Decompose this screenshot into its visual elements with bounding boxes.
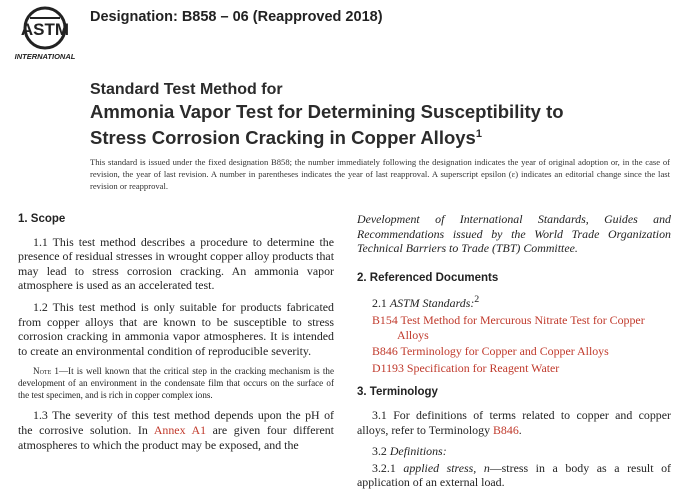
title-line-3: Stress Corrosion Cracking in Copper Alloys$^1$ xyxy=(90,127,482,149)
paragraph-2-1: 2.1 ASTM Standards:$^2$ xyxy=(372,294,480,311)
terminology-heading: 3. Terminology xyxy=(357,386,438,399)
astm-logo xyxy=(8,6,82,64)
reference-d1193: D1193 Specification for Reagent Water xyxy=(372,360,560,375)
continued-text: Development of International Standards, Guides and Recommendations issued by the World Trade Organization Technical Barriers to Trade (TBT) Committee. xyxy=(357,212,671,256)
referenced-documents-heading: 2. Referenced Documents xyxy=(357,271,499,284)
title-footnote-mark: 1 xyxy=(475,128,482,140)
paragraph-1-1: 1.1 This test method describes a procedure to determine the presence of residual stresses in wrought copper alloy products that may lead to stress corrosion cracking. An ammonia vapor atmosphere is used as an accelerated test. xyxy=(18,234,335,293)
scope-heading: 1. Scope xyxy=(18,213,66,225)
note-1: Note 1—It is well known that the critical step in the cracking mechanism is the development of an environment in the condensate film that occurs on the surface of the test specimen, and is rich in copper complex ions. xyxy=(18,366,334,401)
b846-link[interactable]: B846 xyxy=(493,422,519,437)
paragraph-3-1: 3.1 For definitions of terms related to copper and copper alloys, refer to Terminology B846. xyxy=(357,407,671,437)
title-line-1: Standard Test Method for xyxy=(90,81,283,98)
note-label: Note 1 xyxy=(33,366,59,377)
svg-text:ASTM: ASTM xyxy=(20,20,70,39)
paragraph-1-3: 1.3 The severity of this test method depends upon the pH of the corrosive solution. In Annex A1 are given four different atmospheres to which the product may be exposed, and the xyxy=(18,408,334,452)
designation: Designation: B858 – 06 (Reapproved 2018) xyxy=(90,9,383,25)
paragraph-3-2: 3.2 Definitions: xyxy=(372,444,447,459)
reference-b154: B154 Test Method for Mercurous Nitrate Test for Copper Alloys xyxy=(372,312,645,342)
paragraph-1-2: 1.2 This test method is only suitable for products fabricated from copper alloys that are known to be susceptible to stress corrosion cracking in ammonia vapor atmospheres. It is intended to create an environmental condition of reproducible severity. xyxy=(18,299,334,358)
title-line-2: Ammonia Vapor Test for Determining Susceptibility to xyxy=(90,101,564,122)
paragraph-3-2-1: 3.2.1 applied stress, n—stress in a body as a result of application of an external load. xyxy=(357,460,671,490)
svg-text:INTERNATIONAL: INTERNATIONAL xyxy=(14,52,76,61)
left-column xyxy=(18,212,334,459)
ref-code-b154[interactable]: B154 xyxy=(372,312,398,327)
ref-code-d1193[interactable]: D1193 xyxy=(372,360,404,375)
annex-a1-link[interactable]: Annex A1 xyxy=(153,422,207,437)
intro-paragraph: This standard is issued under the fixed designation B858; the number immediately following the designation indicates the year of original adoption or, in the case of revision, the year of last revision. A number in parentheses indicates the year of last reapproval. A superscript epsilon (ε) indicates an editorial change since the last revision or reapproval. xyxy=(90,157,670,192)
right-column xyxy=(357,212,671,497)
reference-b846: B846 Terminology for Copper and Copper Alloys xyxy=(372,344,609,359)
ref-code-b846[interactable]: B846 xyxy=(372,344,398,359)
document-title xyxy=(90,80,564,149)
